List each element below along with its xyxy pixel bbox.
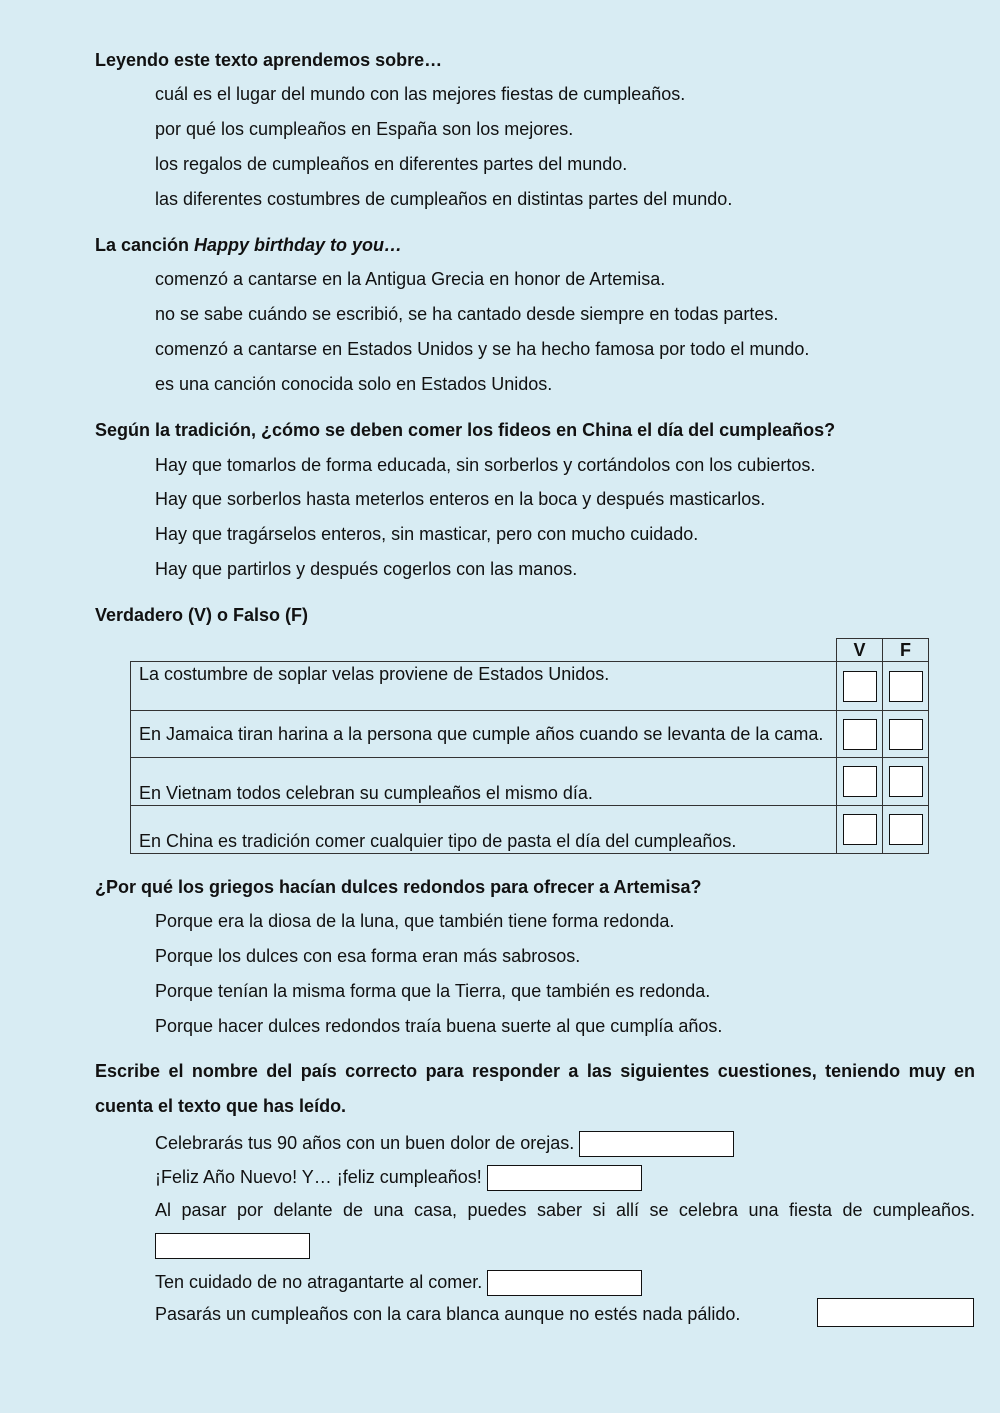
q2-title-song: Happy birthday to you… — [194, 235, 403, 255]
q5-option-3[interactable]: Porque tenían la misma forma que la Tierra, que también es redonda. — [155, 981, 711, 1001]
checkbox-v-4[interactable] — [843, 814, 877, 845]
q1-option-2[interactable]: por qué los cumpleaños en España son los mejores. — [155, 119, 574, 139]
q6-item-2 — [155, 1165, 642, 1191]
question-1-title: Leyendo este texto aprendemos sobre… — [95, 50, 443, 70]
country-input-5[interactable] — [817, 1298, 974, 1327]
question-6-title: Escribe el nombre del país correcto para responder a las siguientes cuestiones, teniendo muy en cuenta el texto que has leído. — [95, 1061, 975, 1116]
country-input-2[interactable] — [487, 1165, 642, 1191]
checkbox-f-3[interactable] — [889, 766, 923, 797]
checkbox-v-2[interactable] — [843, 719, 877, 750]
q1-option-1[interactable]: cuál es el lugar del mundo con las mejores fiestas de cumpleaños. — [155, 84, 686, 104]
q5-option-2[interactable]: Porque los dulces con esa forma eran más sabrosos. — [155, 946, 581, 966]
country-input-4[interactable] — [487, 1270, 642, 1296]
q6-item-5 — [155, 1304, 740, 1325]
column-header-f: F — [883, 639, 929, 662]
checkbox-v-1[interactable] — [843, 671, 877, 702]
q6-item-3-text: Al pasar por delante de una casa, puedes saber si allí se celebra una fiesta de cumpleaños. — [155, 1200, 975, 1220]
q6-item-4 — [155, 1270, 642, 1296]
q1-option-4[interactable]: las diferentes costumbres de cumpleaños en distintas partes del mundo. — [155, 189, 733, 209]
q5-option-1[interactable]: Porque era la diosa de la luna, que también tiene forma redonda. — [155, 911, 675, 931]
q6-item-1 — [155, 1131, 734, 1157]
question-5-title: ¿Por qué los griegos hacían dulces redondos para ofrecer a Artemisa? — [95, 877, 702, 897]
statement-2: En Jamaica tiran harina a la persona que cumple años cuando se levanta de la cama. — [131, 711, 837, 758]
statement-3: En Vietnam todos celebran su cumpleaños el mismo día. — [131, 758, 837, 806]
checkbox-f-4[interactable] — [889, 814, 923, 845]
q3-option-4[interactable]: Hay que partirlos y después cogerlos con las manos. — [155, 559, 578, 579]
checkbox-v-3[interactable] — [843, 766, 877, 797]
q2-option-2[interactable]: no se sabe cuándo se escribió, se ha cantado desde siempre en todas partes. — [155, 304, 779, 324]
checkbox-f-2[interactable] — [889, 719, 923, 750]
q3-option-3[interactable]: Hay que tragárselos enteros, sin masticar, pero con mucho cuidado. — [155, 524, 699, 544]
q2-title-prefix: La canción — [95, 235, 195, 255]
statement-4: En China es tradición comer cualquier tipo de pasta el día del cumpleaños. — [131, 806, 837, 854]
q6-item-5-text: Pasarás un cumpleaños con la cara blanca aunque no estés nada pálido. — [155, 1304, 741, 1324]
q2-option-1[interactable]: comenzó a cantarse en la Antigua Grecia en honor de Artemisa. — [155, 269, 666, 289]
column-header-v: V — [837, 639, 883, 662]
q5-option-4[interactable]: Porque hacer dulces redondos traía buena suerte al que cumplía años. — [155, 1016, 723, 1036]
statement-1: La costumbre de soplar velas proviene de Estados Unidos. — [131, 662, 837, 711]
country-input-1[interactable] — [579, 1131, 734, 1157]
question-4-title: Verdadero (V) o Falso (F) — [95, 605, 309, 625]
q6-item-4-text: Ten cuidado de no atragantarte al comer. — [155, 1271, 483, 1292]
q3-option-1[interactable]: Hay que tomarlos de forma educada, sin sorberlos y cortándolos con los cubiertos. — [155, 455, 816, 475]
q6-item-1-text: Celebrarás tus 90 años con un buen dolor de orejas. — [155, 1132, 575, 1153]
question-3-title: Según la tradición, ¿cómo se deben comer los fideos en China el día del cumpleaños? — [95, 420, 836, 440]
country-input-3[interactable] — [155, 1233, 310, 1259]
question-2-title — [95, 235, 402, 256]
true-false-table — [130, 638, 929, 854]
q2-option-3[interactable]: comenzó a cantarse en Estados Unidos y se ha hecho famosa por todo el mundo. — [155, 339, 810, 359]
checkbox-f-1[interactable] — [889, 671, 923, 702]
q3-option-2[interactable]: Hay que sorberlos hasta meterlos enteros en la boca y después masticarlos. — [155, 489, 766, 509]
q6-item-3 — [155, 1193, 975, 1263]
q2-option-4[interactable]: es una canción conocida solo en Estados Unidos. — [155, 374, 553, 394]
q1-option-3[interactable]: los regalos de cumpleaños en diferentes partes del mundo. — [155, 154, 628, 174]
q6-item-2-text: ¡Feliz Año Nuevo! Y… ¡feliz cumpleaños! — [155, 1166, 482, 1187]
